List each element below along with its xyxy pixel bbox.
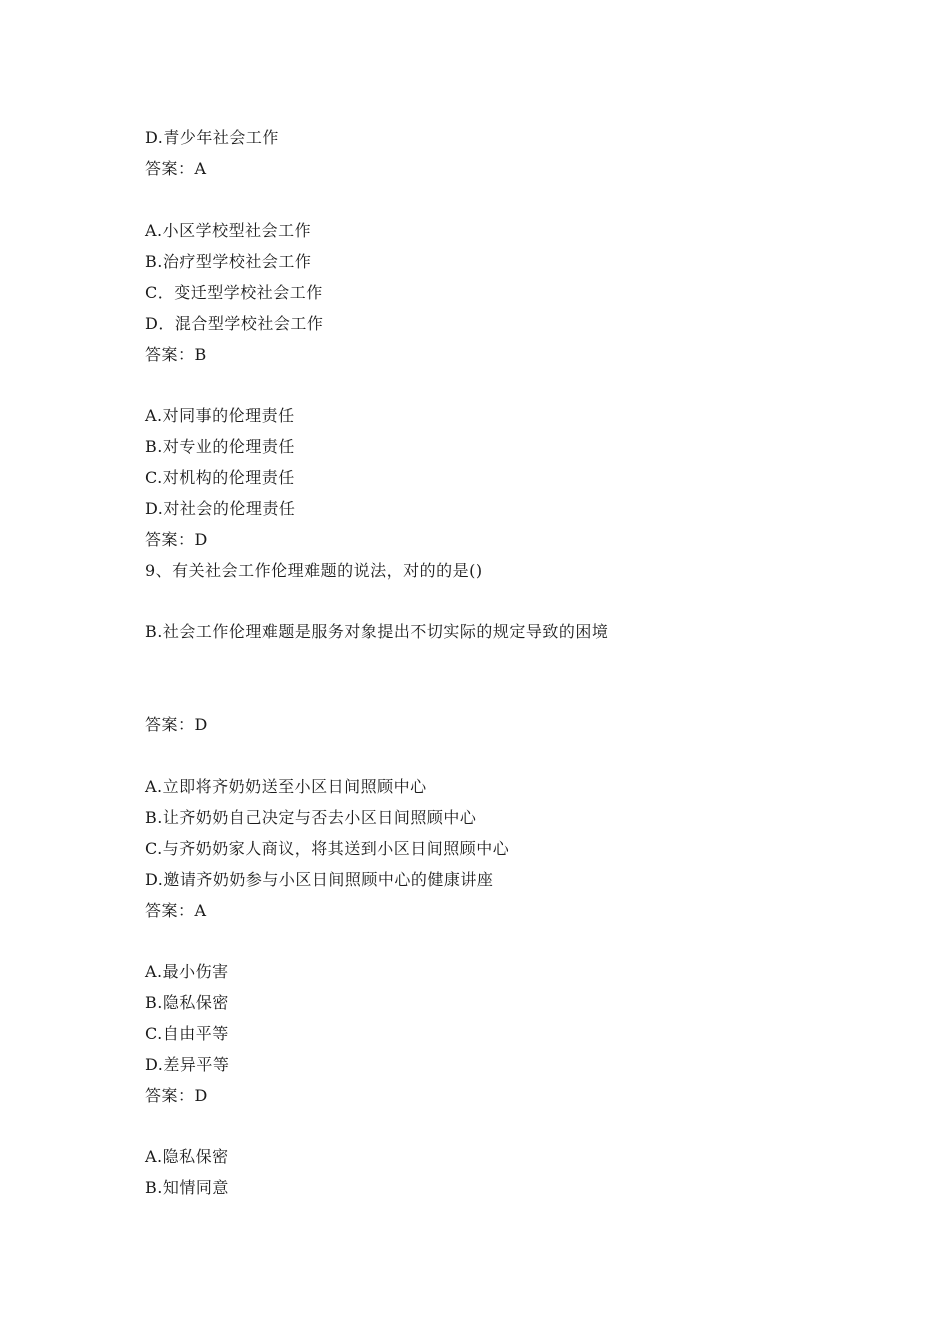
option-a-text: A.小区学校型社会工作 xyxy=(145,221,312,240)
option-c-text: C.自由平等 xyxy=(145,1024,229,1043)
option-c-text: C．变迁型学校社会工作 xyxy=(145,283,323,302)
option-d-text: D.对社会的伦理责任 xyxy=(145,499,296,518)
option-b-text: B.知情同意 xyxy=(145,1178,229,1197)
option-d-text: D.邀请齐奶奶参与小区日间照顾中心的健康讲座 xyxy=(145,870,494,889)
answer-text: 答案：B xyxy=(145,345,207,364)
answer-text: 答案：D xyxy=(145,715,208,734)
option-d-text: D.差异平等 xyxy=(145,1055,230,1074)
option-a-text: A.最小伤害 xyxy=(145,962,229,981)
answer-text: 答案：A xyxy=(145,901,207,920)
option-d-text: D.青少年社会工作 xyxy=(145,128,279,147)
option-b-text: B.对专业的伦理责任 xyxy=(145,437,295,456)
option-a-text: A.对同事的伦理责任 xyxy=(145,406,295,425)
answer-text: 答案：D xyxy=(145,530,208,549)
option-c-text: C.与齐奶奶家人商议，将其送到小区日间照顾中心 xyxy=(145,839,510,858)
option-a-text: A.隐私保密 xyxy=(145,1147,229,1166)
option-c-text: C.对机构的伦理责任 xyxy=(145,468,295,487)
option-b-text: B.治疗型学校社会工作 xyxy=(145,252,312,271)
option-b-text: B.隐私保密 xyxy=(145,993,229,1012)
answer-text: 答案：A xyxy=(145,159,207,178)
option-b-text: B.让齐奶奶自己决定与否去小区日间照顾中心 xyxy=(145,808,477,827)
option-b-text: B.社会工作伦理难题是服务对象提出不切实际的规定导致的困境 xyxy=(145,622,609,641)
option-a-text: A.立即将齐奶奶送至小区日间照顾中心 xyxy=(145,777,427,796)
answer-text: 答案：D xyxy=(145,1086,208,1105)
option-d-text: D．混合型学校社会工作 xyxy=(145,314,324,333)
question-text: 9、有关社会工作伦理难题的说法，对的的是() xyxy=(145,561,483,580)
